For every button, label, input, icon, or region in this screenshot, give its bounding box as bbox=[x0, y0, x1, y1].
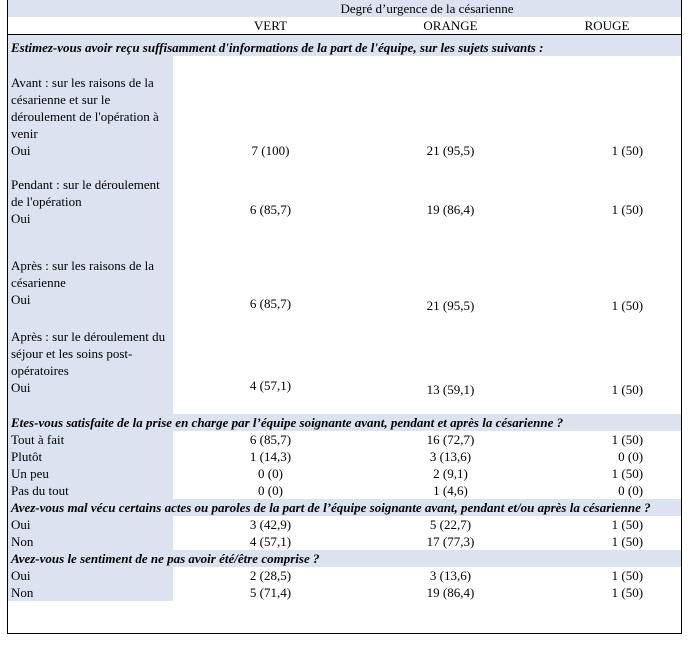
value-orange: 1 (4,6) bbox=[433, 483, 468, 498]
item-label: Après : sur les raisons de la césarienne bbox=[11, 258, 154, 290]
value-rouge: 0 (0) bbox=[618, 449, 644, 464]
value-vert: 3 (42,9) bbox=[249, 517, 292, 532]
value-orange: 16 (72,7) bbox=[426, 432, 475, 447]
column-orange: ORANGE bbox=[368, 17, 533, 35]
table-row bbox=[8, 159, 681, 227]
value-orange: 19 (86,4) bbox=[426, 202, 475, 217]
value-vert: 1 (14,3) bbox=[249, 449, 292, 464]
value-rouge: 1 (50) bbox=[611, 466, 644, 481]
item-label: Pendant : sur le déroulement de l'opération bbox=[11, 177, 160, 209]
value-rouge: 1 (50) bbox=[611, 432, 644, 447]
column-rouge: ROUGE bbox=[533, 17, 681, 35]
value-orange: 2 (9,1) bbox=[433, 466, 468, 481]
question-understood: Avez-vous le sentiment de ne pas avoir été/être comprise ? bbox=[8, 550, 681, 567]
table-row bbox=[8, 316, 681, 414]
table-row bbox=[8, 516, 681, 533]
value-rouge: 0 (0) bbox=[618, 483, 644, 498]
question-row bbox=[8, 550, 681, 567]
value-orange: 3 (13,6) bbox=[429, 568, 472, 583]
question-satisfaction: Etes-vous satisfaite de la prise en charge par l’équipe soignante avant, pendant et après la césarienne ? bbox=[8, 414, 681, 431]
table-row bbox=[8, 567, 681, 584]
value-vert: 6 (85,7) bbox=[249, 202, 292, 217]
value-orange: 5 (22,7) bbox=[429, 517, 472, 532]
value-orange: 17 (77,3) bbox=[426, 534, 475, 549]
row-label bbox=[8, 159, 173, 227]
value-rouge: 1 (50) bbox=[611, 585, 644, 600]
row-label: Oui bbox=[8, 516, 173, 533]
item-answer: Oui bbox=[11, 143, 31, 158]
row-label: Non bbox=[8, 533, 173, 550]
question-row bbox=[8, 414, 681, 431]
header-title-row bbox=[8, 0, 681, 17]
value-rouge: 1 (50) bbox=[611, 534, 644, 549]
value-vert: 0 (0) bbox=[258, 483, 283, 498]
question-row bbox=[8, 499, 681, 516]
row-label: Tout à fait bbox=[8, 431, 173, 448]
column-vert: VERT bbox=[173, 17, 368, 35]
value-vert: 0 (0) bbox=[258, 466, 283, 481]
item-label: Avant : sur les raisons de la césarienne et sur le déroulement de l'opération à venir bbox=[11, 75, 159, 141]
table-row bbox=[8, 584, 681, 601]
value-orange: 3 (13,6) bbox=[429, 449, 472, 464]
value-rouge: 1 (50) bbox=[611, 298, 644, 313]
row-label bbox=[8, 227, 173, 316]
header-columns-row bbox=[8, 17, 681, 35]
item-answer: Oui bbox=[11, 292, 31, 307]
value-orange: 21 (95,5) bbox=[426, 143, 475, 158]
value-rouge: 1 (50) bbox=[611, 568, 644, 583]
item-answer: Oui bbox=[11, 211, 31, 226]
table-row bbox=[8, 533, 681, 550]
question-information: Estimez-vous avoir reçu suffisamment d'informations de la part de l'équipe, sur les sujets suivants : bbox=[8, 35, 681, 57]
value-vert: 4 (57,1) bbox=[249, 534, 292, 549]
row-label: Oui bbox=[8, 567, 173, 584]
item-label: Après : sur le déroulement du séjour et les soins post-opératoires bbox=[11, 329, 166, 378]
value-vert: 5 (71,4) bbox=[249, 585, 292, 600]
value-orange: 19 (86,4) bbox=[426, 585, 475, 600]
question-bad-experience: Avez-vous mal vécu certains actes ou paroles de la part de l’équipe soignante avant, pendant et/ou après la césarienne ? bbox=[8, 499, 681, 516]
value-rouge: 1 (50) bbox=[611, 517, 644, 532]
table-row bbox=[8, 56, 681, 159]
value-rouge: 1 (50) bbox=[611, 202, 644, 217]
value-orange: 21 (95,5) bbox=[426, 298, 475, 313]
results-table bbox=[8, 0, 681, 601]
row-label: Plutôt bbox=[8, 448, 173, 465]
row-label bbox=[8, 316, 173, 414]
row-label: Un peu bbox=[8, 465, 173, 482]
value-vert: 7 (100) bbox=[251, 143, 290, 158]
row-label bbox=[8, 56, 173, 159]
urgency-degree-title: Degré d’urgence de la césarienne bbox=[173, 0, 681, 17]
value-vert: 6 (85,7) bbox=[249, 296, 292, 311]
table-row bbox=[8, 448, 681, 465]
value-vert: 2 (28,5) bbox=[249, 568, 292, 583]
value-vert: 6 (85,7) bbox=[249, 432, 292, 447]
question-row bbox=[8, 35, 681, 57]
item-answer: Oui bbox=[11, 380, 31, 395]
table-row bbox=[8, 227, 681, 316]
row-label: Non bbox=[8, 584, 173, 601]
row-label: Pas du tout bbox=[8, 482, 173, 499]
value-vert: 4 (57,1) bbox=[249, 378, 292, 393]
table-row bbox=[8, 465, 681, 482]
table-row bbox=[8, 482, 681, 499]
value-rouge: 1 (50) bbox=[611, 143, 644, 158]
value-orange: 13 (59,1) bbox=[426, 382, 475, 397]
table-row bbox=[8, 431, 681, 448]
value-rouge: 1 (50) bbox=[611, 382, 644, 397]
